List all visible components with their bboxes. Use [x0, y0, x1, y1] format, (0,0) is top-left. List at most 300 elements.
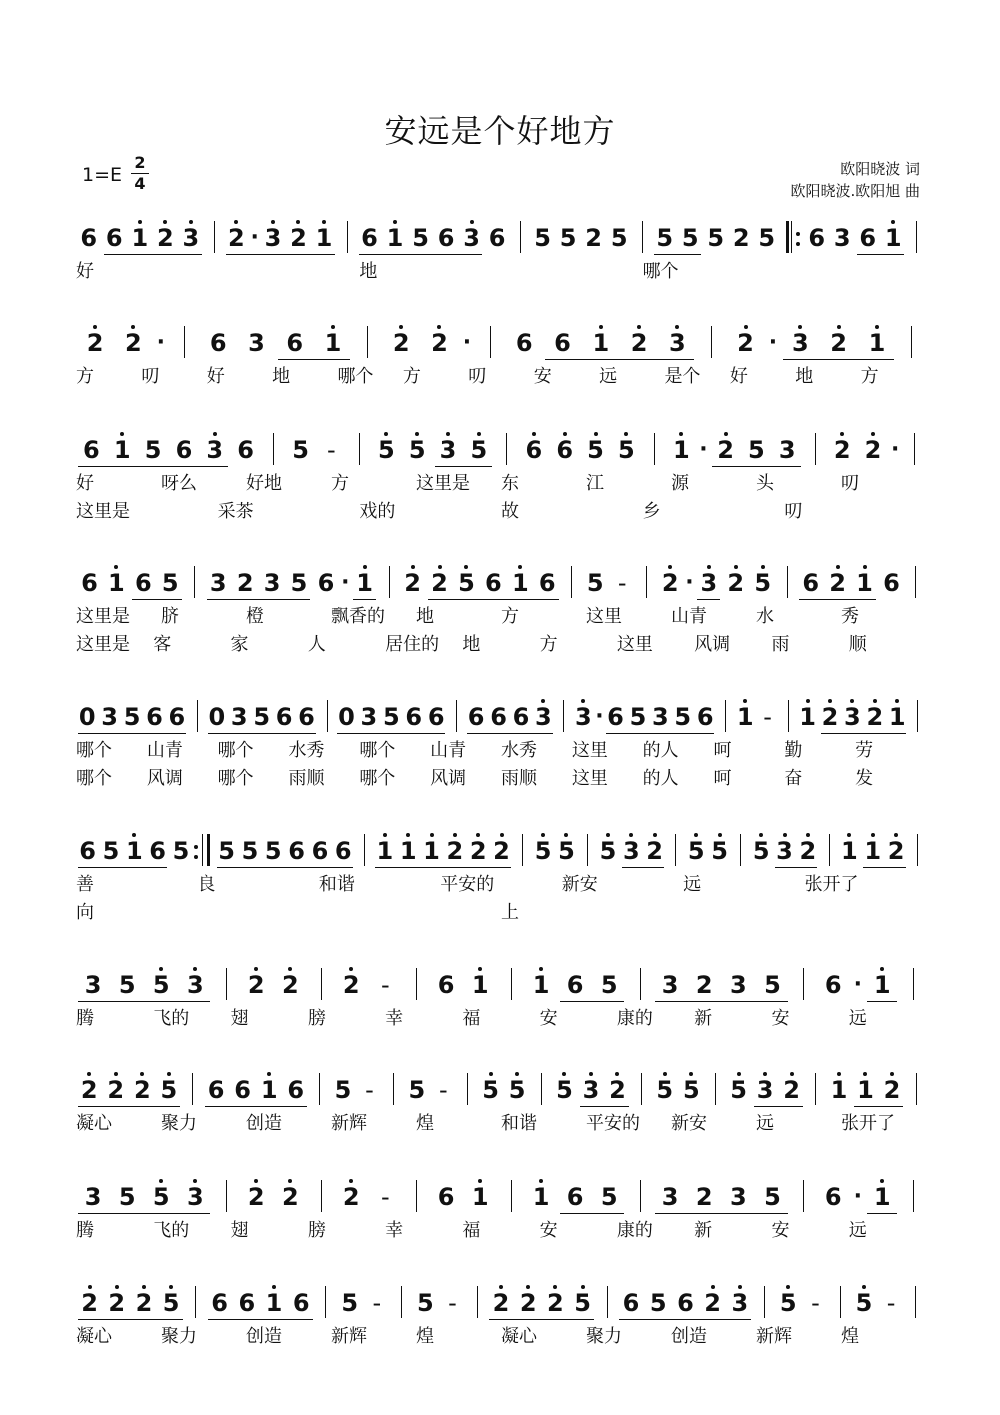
- extension-dash: -: [327, 436, 336, 464]
- augmentation-dot: ·: [595, 704, 604, 729]
- beam-underline: [217, 867, 353, 868]
- lyric-word: 水秀: [501, 740, 537, 761]
- note: 2: [883, 1076, 901, 1104]
- note: 2: [799, 837, 817, 865]
- note: 2: [737, 329, 754, 357]
- barline: [916, 1073, 917, 1105]
- note: 5: [758, 224, 776, 252]
- barline: [477, 1286, 478, 1318]
- note: 5: [754, 569, 772, 597]
- note: 1: [888, 703, 906, 731]
- barline: [840, 1286, 841, 1318]
- barline: [829, 834, 830, 866]
- note: 2: [864, 436, 882, 464]
- barline: [364, 834, 365, 866]
- note: 6: [490, 703, 507, 731]
- lyric-word: 水: [756, 606, 774, 627]
- note: 6: [275, 703, 293, 731]
- note: 6: [334, 837, 352, 865]
- barline: [541, 1073, 542, 1105]
- note: 6: [859, 224, 877, 252]
- lyric-word: 凝心: [501, 1326, 537, 1347]
- note: 5: [290, 569, 308, 597]
- repeat-start-dots: [796, 228, 800, 250]
- note: 3: [230, 703, 248, 731]
- lyric-word: 安: [539, 1220, 558, 1241]
- note: 6: [286, 329, 304, 357]
- note: 6: [134, 569, 152, 597]
- note: 2: [829, 569, 846, 597]
- note: 2: [133, 1076, 151, 1104]
- note: 5: [764, 1183, 781, 1211]
- beam-underline: [867, 1213, 897, 1214]
- lyric-word: 飘香的: [331, 606, 385, 627]
- note: 1: [672, 436, 690, 464]
- note: 6: [824, 1183, 842, 1211]
- barline: [347, 221, 348, 253]
- system-2: [76, 323, 926, 391]
- note: 1: [532, 1183, 550, 1211]
- note: 5: [617, 436, 635, 464]
- lyric-word: 这里是: [416, 473, 470, 494]
- lyric-word: 煌: [841, 1326, 859, 1347]
- lyric-word: 水秀: [288, 740, 325, 761]
- note: 2: [469, 837, 487, 865]
- augmentation-dot: ·: [685, 570, 694, 595]
- barline: [511, 1180, 512, 1212]
- notes-row: [76, 1177, 926, 1217]
- beam-underline: [655, 1001, 787, 1002]
- note: 1: [423, 837, 440, 865]
- lyric-word: 安: [771, 1220, 790, 1241]
- lyric-word: 创造: [671, 1326, 707, 1347]
- note: 6: [488, 224, 506, 252]
- lyric-word: 方: [539, 634, 558, 655]
- note: 3: [439, 436, 457, 464]
- note: 6: [81, 569, 98, 597]
- lyric-word: 地: [359, 261, 378, 282]
- note: 5: [218, 837, 235, 865]
- extension-dash: -: [380, 1183, 390, 1211]
- lyric-word: 飞的: [153, 1220, 190, 1241]
- augmentation-dot: ·: [768, 330, 778, 355]
- note: 5: [416, 1289, 434, 1317]
- note: 3: [84, 971, 102, 999]
- note: 1: [265, 1289, 283, 1317]
- note: 6: [298, 703, 315, 731]
- system-7: [76, 965, 926, 1033]
- lyric-word: 聚力: [586, 1326, 622, 1347]
- note: 2: [630, 329, 648, 357]
- lyric-word: 江: [586, 473, 604, 494]
- note: 0: [338, 703, 355, 731]
- barline: [642, 221, 643, 253]
- beam-underline: [104, 254, 202, 255]
- note: 6: [515, 329, 533, 357]
- note: 5: [172, 837, 190, 865]
- barline: [913, 1180, 914, 1212]
- barline: [640, 968, 641, 1000]
- lyric-word: 新辉: [331, 1326, 367, 1347]
- note: 3: [248, 329, 265, 357]
- note: 6: [824, 971, 842, 999]
- augmentation-dot: ·: [156, 330, 165, 355]
- note: 6: [287, 1076, 305, 1104]
- note: 1: [108, 569, 125, 597]
- notes-row: [76, 563, 926, 603]
- note: 3: [535, 703, 552, 731]
- beam-underline: [132, 599, 182, 600]
- note: 1: [856, 569, 873, 597]
- note: 2: [404, 569, 421, 597]
- beam-underline: [337, 733, 445, 734]
- beam-underline: [560, 1213, 624, 1214]
- note: 3: [206, 436, 224, 464]
- note: 6: [238, 1289, 256, 1317]
- barline: [607, 1286, 608, 1318]
- note: 5: [600, 1183, 618, 1211]
- barline: [359, 433, 360, 465]
- time-signature-top: 2: [131, 153, 149, 174]
- note: 6: [622, 1289, 640, 1317]
- lyric-word: 幸: [385, 1008, 404, 1029]
- note: 3: [101, 703, 118, 731]
- lyric-word: 客: [153, 634, 172, 655]
- barline: [327, 700, 328, 732]
- lyric-word: 叨: [784, 501, 803, 522]
- time-signature: [131, 153, 149, 194]
- barline: [506, 433, 507, 465]
- system-10: [76, 1283, 926, 1351]
- lyric-word: 远: [848, 1008, 867, 1029]
- note: 6: [437, 971, 455, 999]
- beam-underline: [205, 1106, 307, 1107]
- note: 5: [649, 1289, 667, 1317]
- barline: [587, 834, 588, 866]
- beam-underline: [854, 1106, 903, 1107]
- beam-underline: [654, 254, 701, 255]
- lyric-word: 凝心: [76, 1326, 112, 1347]
- note: 2: [342, 971, 360, 999]
- note: 1: [873, 971, 891, 999]
- note: 6: [207, 1076, 225, 1104]
- barline: [740, 834, 741, 866]
- lyric-word: 幸: [385, 1220, 404, 1241]
- note: 6: [883, 569, 900, 597]
- note: 5: [264, 837, 282, 865]
- lyric-word: 膀: [307, 1008, 326, 1029]
- beam-underline: [78, 1213, 210, 1214]
- note: 2: [342, 1183, 360, 1211]
- note: 5: [253, 703, 271, 731]
- note: 6: [802, 569, 820, 597]
- note: 1: [386, 224, 404, 252]
- lyric-word: 哪个: [76, 740, 112, 761]
- lyric-word: 的人: [642, 740, 679, 761]
- barline: [319, 1073, 320, 1105]
- lyric-word: 方: [860, 366, 879, 387]
- repeat-barline-thick: [786, 221, 789, 253]
- note: 2: [125, 329, 142, 357]
- lyrics-line-1: [76, 871, 926, 899]
- lyric-word: 山青: [430, 740, 467, 761]
- lyric-word: 安: [539, 1008, 558, 1029]
- lyric-word: 方: [402, 366, 421, 387]
- lyric-word: 这里: [571, 740, 608, 761]
- beam-underline: [619, 1319, 751, 1320]
- time-signature-bottom: 4: [134, 174, 146, 193]
- barline: [640, 1180, 641, 1212]
- extension-dash: -: [886, 1289, 896, 1317]
- lyric-word: 方: [331, 473, 349, 494]
- note: 3: [463, 224, 480, 252]
- note: 5: [629, 703, 647, 731]
- lyric-word: 采茶: [217, 501, 254, 522]
- lyric-word: 这里是: [76, 606, 130, 627]
- beam-underline: [435, 466, 493, 467]
- note: 5: [482, 1076, 499, 1104]
- note: 1: [471, 971, 489, 999]
- note: 5: [748, 436, 765, 464]
- lyric-word: 地: [272, 366, 291, 387]
- lyric-word: 好地: [246, 473, 282, 494]
- note: 3: [776, 837, 793, 865]
- note: 5: [681, 224, 699, 252]
- barline: [563, 700, 564, 732]
- beam-underline: [606, 733, 714, 734]
- lyric-word: 远: [756, 1113, 774, 1134]
- note: 5: [559, 224, 577, 252]
- lyric-word: 呀么: [161, 473, 197, 494]
- extension-dash: -: [448, 1289, 457, 1317]
- barline: [197, 700, 198, 732]
- lyric-word: 这里: [586, 606, 622, 627]
- system-9: [76, 1177, 926, 1245]
- note: 2: [493, 837, 510, 865]
- note: 3: [833, 224, 851, 252]
- beam-underline: [278, 359, 351, 360]
- note: 2: [107, 1076, 125, 1104]
- note: 5: [152, 971, 170, 999]
- augmentation-dot: ·: [341, 570, 350, 595]
- note: 2: [732, 224, 750, 252]
- note: 6: [211, 1289, 228, 1317]
- note: 2: [108, 1289, 126, 1317]
- lyric-word: 哪个: [217, 768, 254, 789]
- note: 6: [437, 1183, 455, 1211]
- lyric-word: 头: [756, 473, 774, 494]
- note: 2: [695, 971, 713, 999]
- barline: [226, 968, 227, 1000]
- note: 5: [764, 971, 781, 999]
- lyrics-line-1: [76, 1217, 926, 1245]
- barline: [321, 1180, 322, 1212]
- note: 5: [556, 1076, 573, 1104]
- lyric-word: 好: [76, 473, 94, 494]
- lyric-word: 风调: [694, 634, 731, 655]
- note: 6: [311, 837, 329, 865]
- barline: [917, 834, 918, 866]
- lyric-word: 哪个: [359, 740, 396, 761]
- lyric-word: 方: [501, 606, 519, 627]
- note: 1: [873, 1183, 891, 1211]
- note: 2: [236, 569, 254, 597]
- note: 6: [677, 1289, 694, 1317]
- note: 3: [668, 329, 686, 357]
- note: 3: [756, 1076, 774, 1104]
- note: 2: [80, 1076, 98, 1104]
- note: 6: [83, 436, 100, 464]
- barline: [915, 566, 916, 598]
- note: 6: [808, 224, 826, 252]
- lyric-word: 膀: [307, 1220, 326, 1241]
- note: 5: [508, 1076, 526, 1104]
- note: 1: [532, 971, 550, 999]
- barline: [195, 1286, 196, 1318]
- note: 3: [84, 1183, 102, 1211]
- note: 3: [264, 224, 282, 252]
- note: 1: [841, 837, 858, 865]
- note: 2: [135, 1289, 153, 1317]
- lyric-word: 福: [462, 1008, 481, 1029]
- lyric-word: 良: [197, 874, 216, 895]
- lyric-word: 安: [533, 366, 552, 387]
- notes-row: [76, 1283, 926, 1323]
- barline: [184, 326, 185, 358]
- notes-row: [76, 218, 926, 258]
- barline: [401, 1286, 402, 1318]
- lyric-word: 飞的: [153, 1008, 190, 1029]
- key-signature: 1=E: [82, 164, 123, 186]
- note: 6: [607, 703, 624, 731]
- augmentation-dot: ·: [699, 437, 708, 462]
- note: 0: [208, 703, 226, 731]
- extension-dash: -: [763, 703, 772, 731]
- note: 2: [227, 224, 245, 252]
- beam-underline: [359, 254, 483, 255]
- lyrics-line-2: [76, 765, 926, 793]
- note: 1: [131, 224, 149, 252]
- note: 5: [586, 569, 604, 597]
- barline: [456, 700, 457, 732]
- note: 2: [609, 1076, 626, 1104]
- barline: [571, 566, 572, 598]
- lyric-word: 叨: [468, 366, 487, 387]
- note: 6: [512, 703, 530, 731]
- lyric-word: 故: [501, 501, 519, 522]
- beam-underline: [867, 1001, 897, 1002]
- beam-underline: [821, 733, 907, 734]
- beam-underline: [655, 1213, 787, 1214]
- lyric-word: 新: [694, 1220, 713, 1241]
- barline: [325, 1286, 326, 1318]
- lyric-word: 康的: [616, 1008, 653, 1029]
- lyric-word: 方: [76, 366, 94, 387]
- barline: [764, 1286, 765, 1318]
- lyric-word: 善: [76, 874, 94, 895]
- lyric-word: 凝心: [76, 1113, 112, 1134]
- lyric-word: 奋: [784, 768, 803, 789]
- barline: [646, 566, 647, 598]
- note: 2: [431, 569, 448, 597]
- lyric-word: 这里: [616, 634, 653, 655]
- note: 3: [778, 436, 796, 464]
- lyric-word: 哪个: [337, 366, 374, 387]
- note: 3: [263, 569, 281, 597]
- lyric-word: 人: [307, 634, 326, 655]
- note: 2: [86, 329, 104, 357]
- note: 3: [729, 1183, 747, 1211]
- note: 2: [866, 703, 884, 731]
- barline: [520, 221, 521, 253]
- system-8: [76, 1070, 926, 1138]
- barline: [654, 433, 655, 465]
- lyric-word: 聚力: [161, 1326, 197, 1347]
- extension-dash: -: [438, 1076, 448, 1104]
- lyric-word: 叨: [841, 473, 859, 494]
- note: 5: [534, 837, 552, 865]
- barline: [675, 834, 676, 866]
- barline: [787, 566, 788, 598]
- note: 1: [324, 329, 342, 357]
- note: 1: [864, 837, 882, 865]
- note: 1: [399, 837, 417, 865]
- note: 3: [661, 971, 679, 999]
- lyric-word: 远: [683, 874, 702, 895]
- note: 5: [408, 436, 426, 464]
- note: 2: [695, 1183, 713, 1211]
- note: 6: [405, 703, 423, 731]
- note: 6: [149, 837, 166, 865]
- beam-underline: [226, 254, 335, 255]
- note: 2: [887, 837, 905, 865]
- beam-underline: [78, 1001, 210, 1002]
- lyric-word: 哪个: [359, 768, 396, 789]
- repeat-end-dots: [194, 841, 198, 863]
- note: 5: [458, 569, 475, 597]
- barline: [192, 1073, 193, 1105]
- note: 5: [707, 224, 725, 252]
- lyric-word: 煌: [416, 1113, 434, 1134]
- lyric-word: 福: [462, 1220, 481, 1241]
- lyric-word: 聚力: [161, 1113, 197, 1134]
- barline: [913, 968, 914, 1000]
- barline: [803, 968, 804, 1000]
- notes-row: [76, 1070, 926, 1110]
- barline: [711, 326, 712, 358]
- lyric-word: 雨顺: [501, 768, 537, 789]
- note: 6: [209, 329, 227, 357]
- note: 5: [599, 837, 617, 865]
- note: 2: [783, 1076, 800, 1104]
- note: 5: [162, 1289, 180, 1317]
- lyric-word: 平安的: [586, 1113, 640, 1134]
- lyrics-line-2: [76, 498, 926, 526]
- extension-dash: -: [380, 971, 390, 999]
- note: 5: [292, 436, 309, 464]
- note: 6: [566, 1183, 584, 1211]
- lyrics-line-1: [76, 737, 926, 765]
- lyrics-line-1: [76, 1005, 926, 1033]
- lyric-word: 源: [671, 473, 689, 494]
- lyric-word: 是个: [664, 366, 701, 387]
- beam-underline: [622, 867, 665, 868]
- note: 6: [467, 703, 485, 731]
- note: 3: [731, 1289, 749, 1317]
- note: 5: [118, 971, 136, 999]
- lyric-word: 创造: [246, 1113, 282, 1134]
- note: 3: [182, 224, 200, 252]
